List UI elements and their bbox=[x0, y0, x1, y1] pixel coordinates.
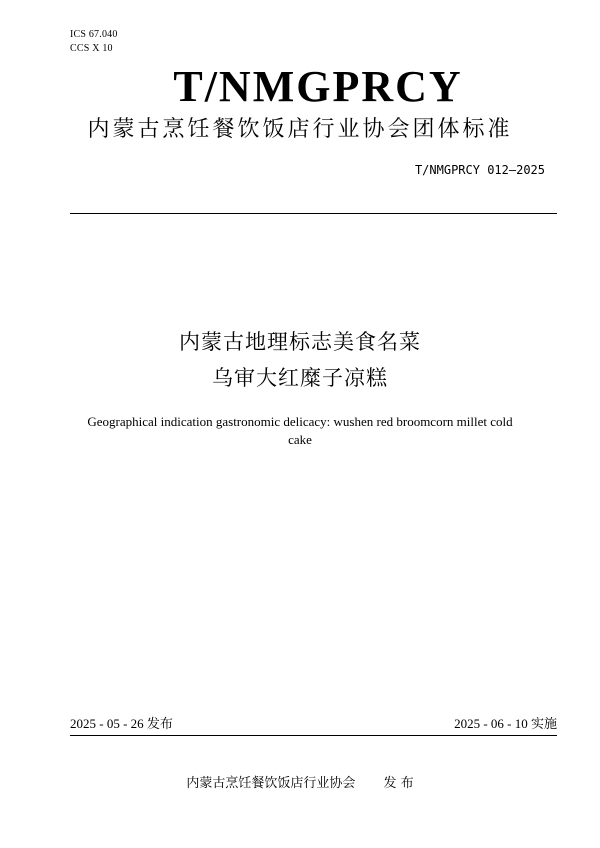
chinese-title-line-2: 乌审大红糜子凉糕 bbox=[212, 366, 388, 390]
implement-date: 2025 - 06 - 10 实施 bbox=[454, 716, 557, 731]
issuer-standard-title: 内蒙古烹饪餐饮饭店行业协会团体标准 bbox=[87, 117, 513, 142]
bottom-divider bbox=[70, 735, 557, 736]
english-title-line-1: Geographical indication gastronomic delicacy: wushen red broomcorn millet cold bbox=[87, 414, 513, 429]
ccs-code: CCS X 10 bbox=[70, 43, 113, 54]
top-divider bbox=[70, 213, 557, 214]
standard-code-logo: T/NMGPRCY bbox=[173, 62, 463, 111]
issuer-footer bbox=[0, 774, 600, 794]
ics-code: ICS 67.040 bbox=[70, 29, 118, 40]
publish-date: 2025 - 05 - 26 发布 bbox=[70, 716, 173, 731]
issuer-name: 内蒙古烹饪餐饮饭店行业协会 bbox=[186, 776, 356, 791]
standard-number: T/NMGPRCY 012—2025 bbox=[414, 163, 545, 177]
chinese-title-line-1: 内蒙古地理标志美食名菜 bbox=[179, 330, 421, 354]
english-title-line-2: cake bbox=[288, 432, 312, 447]
issue-action: 发 布 bbox=[383, 776, 414, 791]
